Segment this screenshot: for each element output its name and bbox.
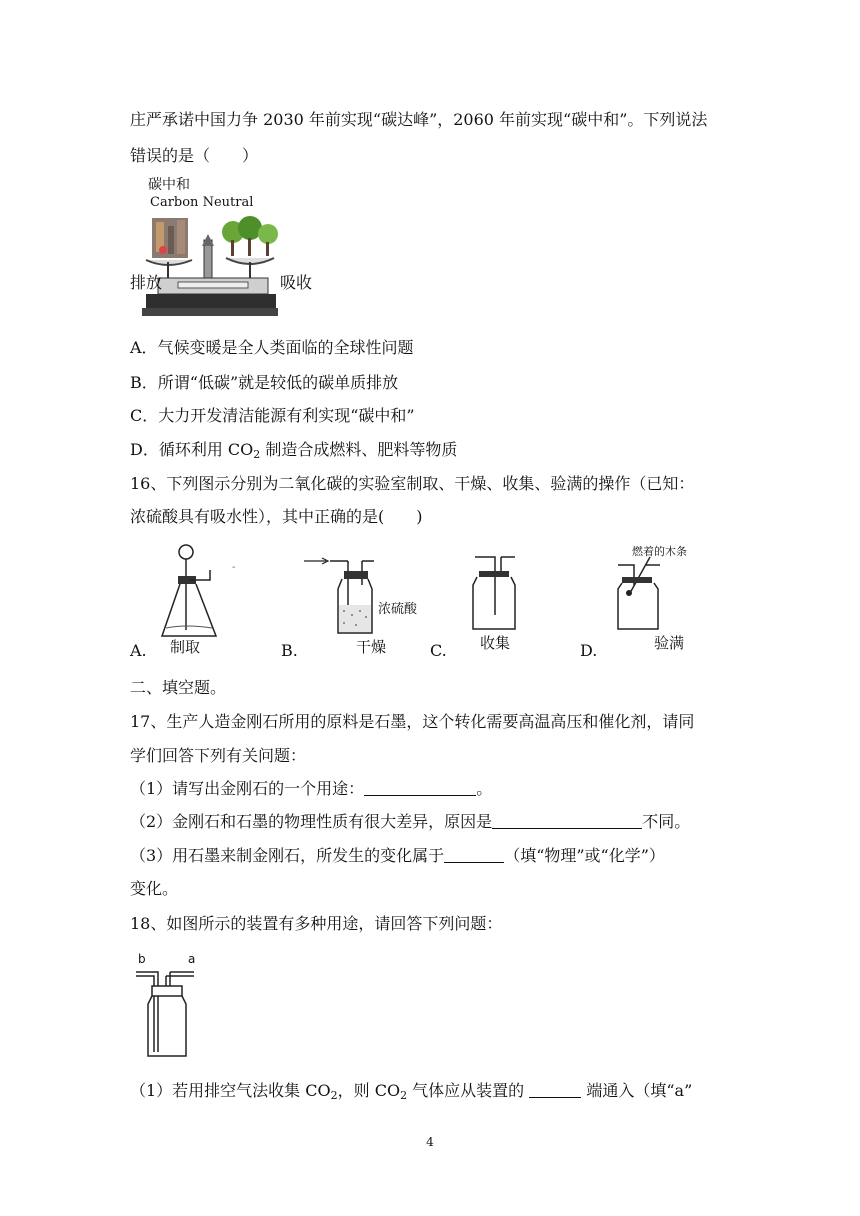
q15-text-line1: 庄严承诺中国力争 2030 年前实现“碳达峰”，2060 年前实现“碳中和”。下列说法	[130, 110, 708, 129]
q18-sub1-end: 端通入（填“a”	[586, 1081, 693, 1100]
q17-sub1-text: （1）请写出金刚石的一个用途：	[130, 779, 365, 798]
flask-apparatus-figure	[150, 540, 240, 650]
collection-bottle-figure	[465, 555, 525, 635]
q17-text-line1: 17、生产人造金刚石所用的原料是石墨，这个转化需要高温高压和催化剂，请同	[130, 712, 695, 731]
q17-sub1-end: 。	[476, 779, 493, 798]
q16-option-d-caption: 验满	[654, 634, 685, 652]
q16-option-a-letter: A.	[130, 641, 147, 660]
q18-text-line1: 18、如图所示的装置有多种用途，请回答下列问题：	[130, 914, 503, 933]
q18-sub1-mid-post: 气体应从装置的	[407, 1081, 525, 1100]
q18-sub1	[130, 1081, 692, 1106]
q15-option-d-sub: 2	[253, 448, 261, 461]
q17-text-line2: 学们回答下列有关问题：	[130, 746, 307, 765]
figure-title-en: Carbon Neutral	[150, 195, 254, 210]
q15-option-d-pre: D．循环利用 CO	[130, 440, 254, 459]
q16-option-d-letter: D.	[580, 641, 598, 660]
q18-sub1-text: （1）若用排空气法收集 CO	[130, 1081, 331, 1100]
q18-sub1-co2-sub: 2	[330, 1089, 338, 1102]
q17-sub3	[130, 846, 665, 866]
q17-sub1	[130, 779, 492, 799]
q17-sub3-text: （3）用石墨来制金刚石，所发生的变化属于	[130, 846, 445, 865]
q15-text-line2: 错误的是（ ）	[130, 146, 259, 165]
q17-sub2	[130, 812, 690, 832]
q16-option-c-letter: C.	[430, 641, 447, 660]
q16-text-line1: 16、下列图示分别为二氧化碳的实验室制取、干燥、收集、验满的操作（已知：	[130, 474, 695, 493]
q18-sub1-mid: ，则 CO	[337, 1081, 401, 1100]
q17-sub1-blank[interactable]	[364, 779, 476, 796]
q16-option-b-caption: 干燥	[356, 638, 387, 656]
q16-option-a-caption: 制取	[170, 638, 201, 656]
multi-use-bottle-drawing	[130, 952, 210, 1062]
full-check-figure	[610, 555, 680, 635]
carbon-neutral-figure	[128, 170, 313, 320]
emission-label: 排放	[130, 273, 163, 292]
q17-sub2-text: （2）金刚石和石墨的物理性质有很大差异，原因是	[130, 812, 493, 831]
q15-option-b: B．所谓“低碳”就是较低的碳单质排放	[130, 373, 399, 392]
q15-option-a: A．气候变暖是全人类面临的全球性问题	[130, 338, 414, 357]
balance-drawing	[128, 170, 278, 320]
q17-sub2-blank[interactable]	[492, 812, 642, 829]
port-a-label: a	[188, 952, 196, 966]
q17-sub3-end: （填“物理”或“化学”）	[504, 846, 665, 865]
port-b-label: b	[138, 952, 146, 966]
q15-option-d	[130, 440, 457, 465]
drying-bottle-figure	[300, 555, 390, 635]
q16-option-b-letter: B.	[281, 641, 298, 660]
q17-sub3-blank[interactable]	[444, 846, 504, 863]
burning-stick-label: 燃着的木条	[632, 545, 687, 558]
q17-sub3-line2: 变化。	[130, 879, 179, 898]
q16-option-c-caption: 收集	[480, 634, 511, 652]
multi-use-bottle-figure	[130, 952, 210, 1062]
page-number: 4	[426, 1135, 434, 1149]
absorption-label: 吸收	[280, 273, 313, 292]
q17-sub2-end: 不同。	[642, 812, 691, 831]
svg-text:-: -	[232, 562, 236, 573]
conc-sulfuric-acid-label: 浓硫酸	[378, 602, 418, 617]
q18-sub1-blank[interactable]	[529, 1081, 581, 1098]
q15-option-d-post: 制造合成燃料、肥料等物质	[260, 440, 458, 459]
q18-sub1-mid-sub: 2	[400, 1089, 408, 1102]
figure-title-cn: 碳中和	[148, 177, 190, 193]
q15-option-c: C．大力开发清洁能源有利实现“碳中和”	[130, 406, 415, 425]
section-fill-blank-heading: 二、填空题。	[130, 678, 227, 697]
q16-text-line2: 浓硫酸具有吸水性），其中正确的是( )	[130, 507, 423, 526]
